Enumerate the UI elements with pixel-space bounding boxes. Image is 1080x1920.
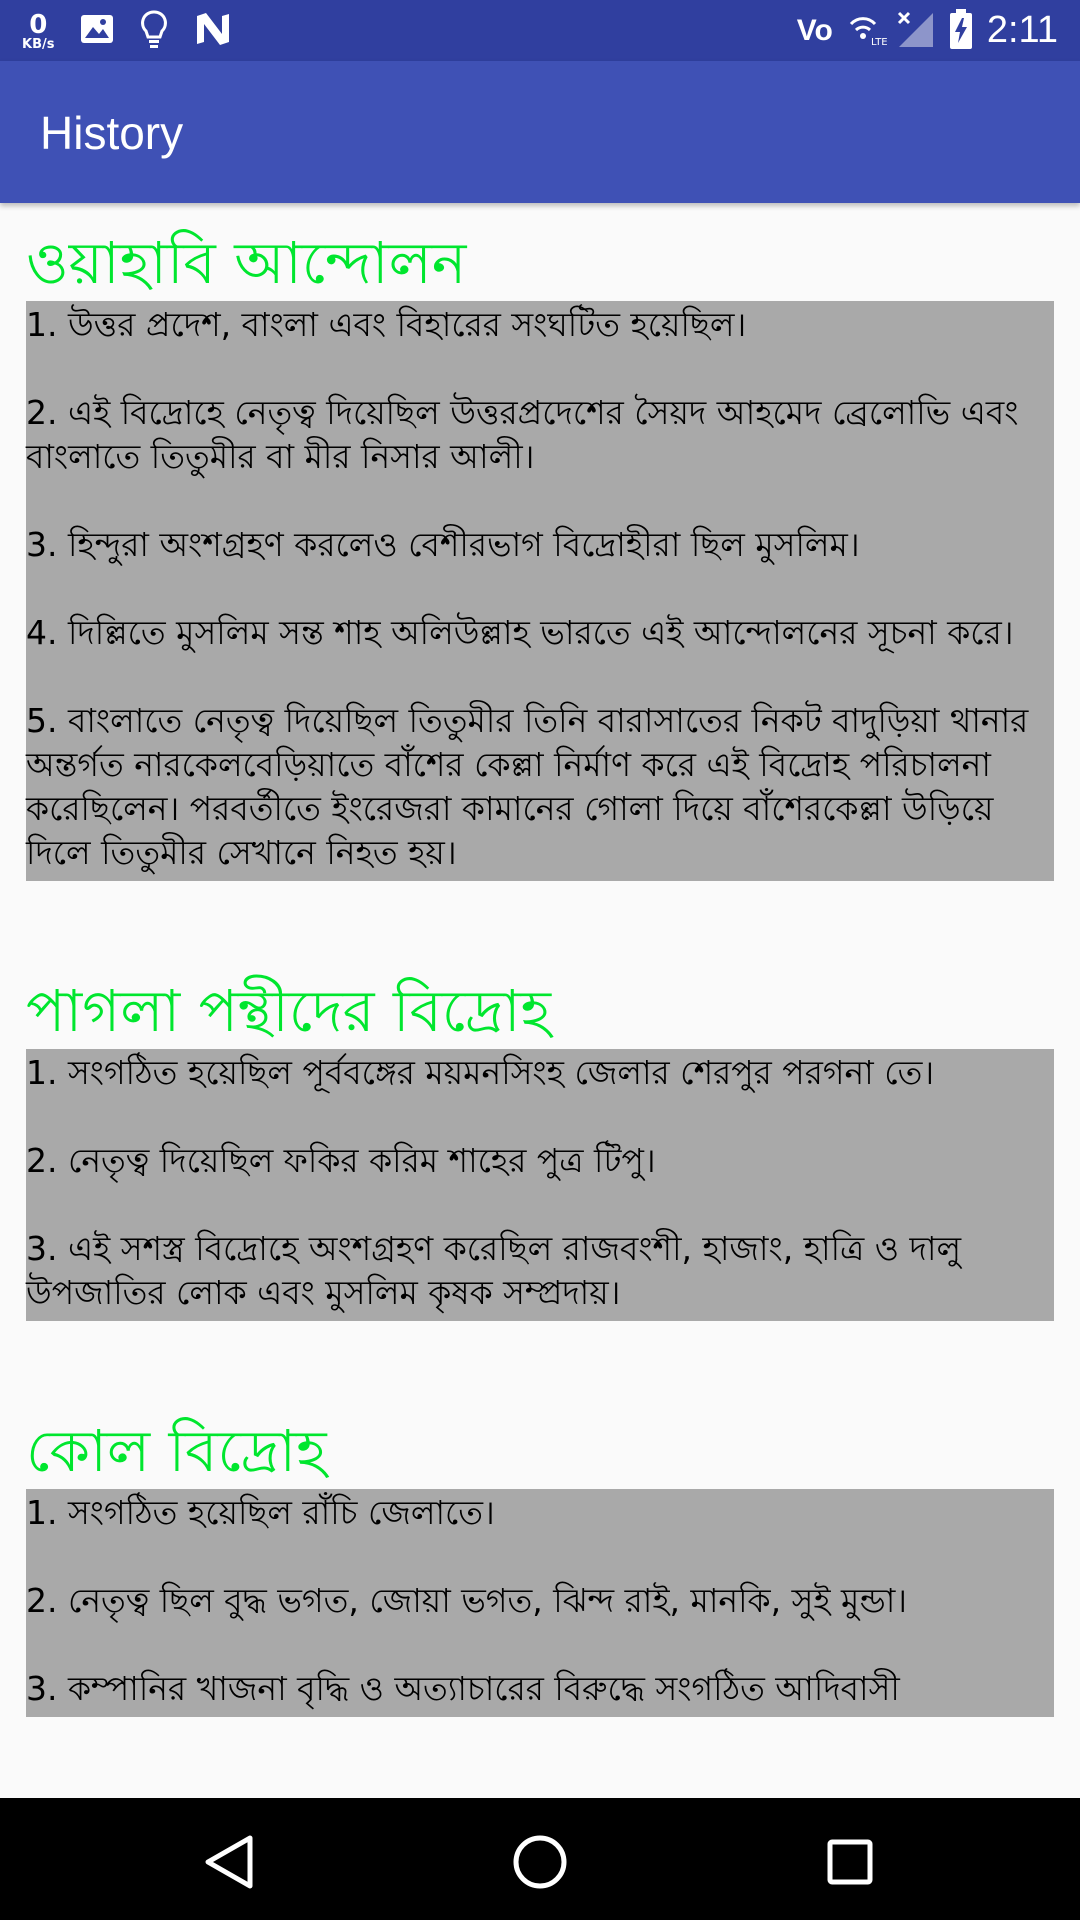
back-icon[interactable] <box>200 1834 260 1890</box>
lightbulb-icon <box>140 9 168 53</box>
svg-text:LTE: LTE <box>870 36 888 48</box>
signal-icon <box>895 9 935 53</box>
section-kol <box>26 1413 1054 1717</box>
list-item: 3. হিন্দুরা অংশগ্রহণ করলেও বেশীরভাগ বিদ্রোহীরা ছিল মুসলিম। <box>26 525 860 564</box>
status-bar <box>0 0 1080 61</box>
list-item: 3. কম্পানির খাজনা বৃদ্ধি ও অত্যাচারের বিরুদ্ধে সংগঠিত আদিবাসী <box>26 1669 900 1708</box>
app-bar <box>0 61 1080 203</box>
n-logo-icon <box>194 12 232 50</box>
section-wahabi <box>26 225 1054 881</box>
wifi-call-icon <box>847 12 888 50</box>
section-pagla-panthi <box>26 973 1054 1321</box>
home-icon[interactable] <box>510 1834 570 1890</box>
list-item: 1. উত্তর প্রদেশ, বাংলা এবং বিহারের সংঘটিত হয়েছিল। <box>26 305 747 344</box>
list-item: 4. দিল্লিতে মুসলিম সন্ত শাহ অলিউল্লাহ ভারতে এই আন্দোলনের সূচনা করে। <box>26 613 1014 652</box>
list-item: 2. নেতৃত্ব ছিল বুদ্ধ ভগত, জোয়া ভগত, ঝিন্দ রাই, মানকি, সুই মুন্ডা। <box>26 1581 908 1620</box>
history-content[interactable] <box>26 203 1054 1798</box>
list-item: 3. এই সশস্ত্র বিদ্রোহে অংশগ্রহণ করেছিল রাজবংশী, হাজাং, হাত্রি ও দালু উপজাতির লোক এবং মুসলিম কৃষক সম্প্রদায়। <box>26 1229 962 1312</box>
navigation-bar <box>0 1798 1080 1920</box>
recents-icon[interactable] <box>820 1834 880 1890</box>
volte-icon: Vo <box>796 13 833 47</box>
list-item: 1. সংগঠিত হয়েছিল রাঁচি জেলাতে। <box>26 1493 495 1532</box>
section-heading: কোল বিদ্রোহ <box>26 1417 327 1485</box>
net-speed-indicator <box>22 9 55 52</box>
section-heading: পাগলা পন্থীদের বিদ্রোহ <box>26 977 552 1045</box>
page-title: History <box>40 107 184 159</box>
list-item: 1. সংগঠিত হয়েছিল পূর্ববঙ্গের ময়মনসিংহ জেলার শেরপুর পরগনা তে। <box>26 1053 935 1092</box>
status-left-icons <box>22 6 232 56</box>
net-speed-value: 0 <box>29 9 48 40</box>
section-body <box>26 301 1054 881</box>
net-speed-unit: KB/s <box>22 36 55 52</box>
battery-charging-icon <box>949 9 973 53</box>
status-right-icons <box>797 0 1058 61</box>
section-body <box>26 1049 1054 1321</box>
list-item: 2. নেতৃত্ব দিয়েছিল ফকির করিম শাহের পুত্র টিপু। <box>26 1141 656 1180</box>
image-icon <box>80 14 114 48</box>
section-body <box>26 1489 1054 1717</box>
status-time: 2:11 <box>986 9 1058 51</box>
list-item: 2. এই বিদ্রোহে নেতৃত্ব দিয়েছিল উত্তরপ্রদেশের সৈয়দ আহমেদ ব্রেলোভি এবং বাংলাতে তিতুমীর বা মীর নিসার আলী। <box>26 393 1019 476</box>
section-heading: ওয়াহাবি আন্দোলন <box>26 229 467 297</box>
list-item: 5. বাংলাতে নেতৃত্ব দিয়েছিল তিতুমীর তিনি বারাসাতের নিকট বাদুড়িয়া থানার অন্তর্গত নারকেলবেড়িয়াতে বাঁশের কেল্লা নির্মাণ করে এই বিদ্রোহ পরিচালনা করেছিলেন। পরবর্তীতে ইংরেজরা কামানের গোলা দিয়ে বাঁশেরকেল্লা উড়িয়ে দিলে তিতুমীর সেখানে নিহত হয়। <box>26 701 1029 872</box>
